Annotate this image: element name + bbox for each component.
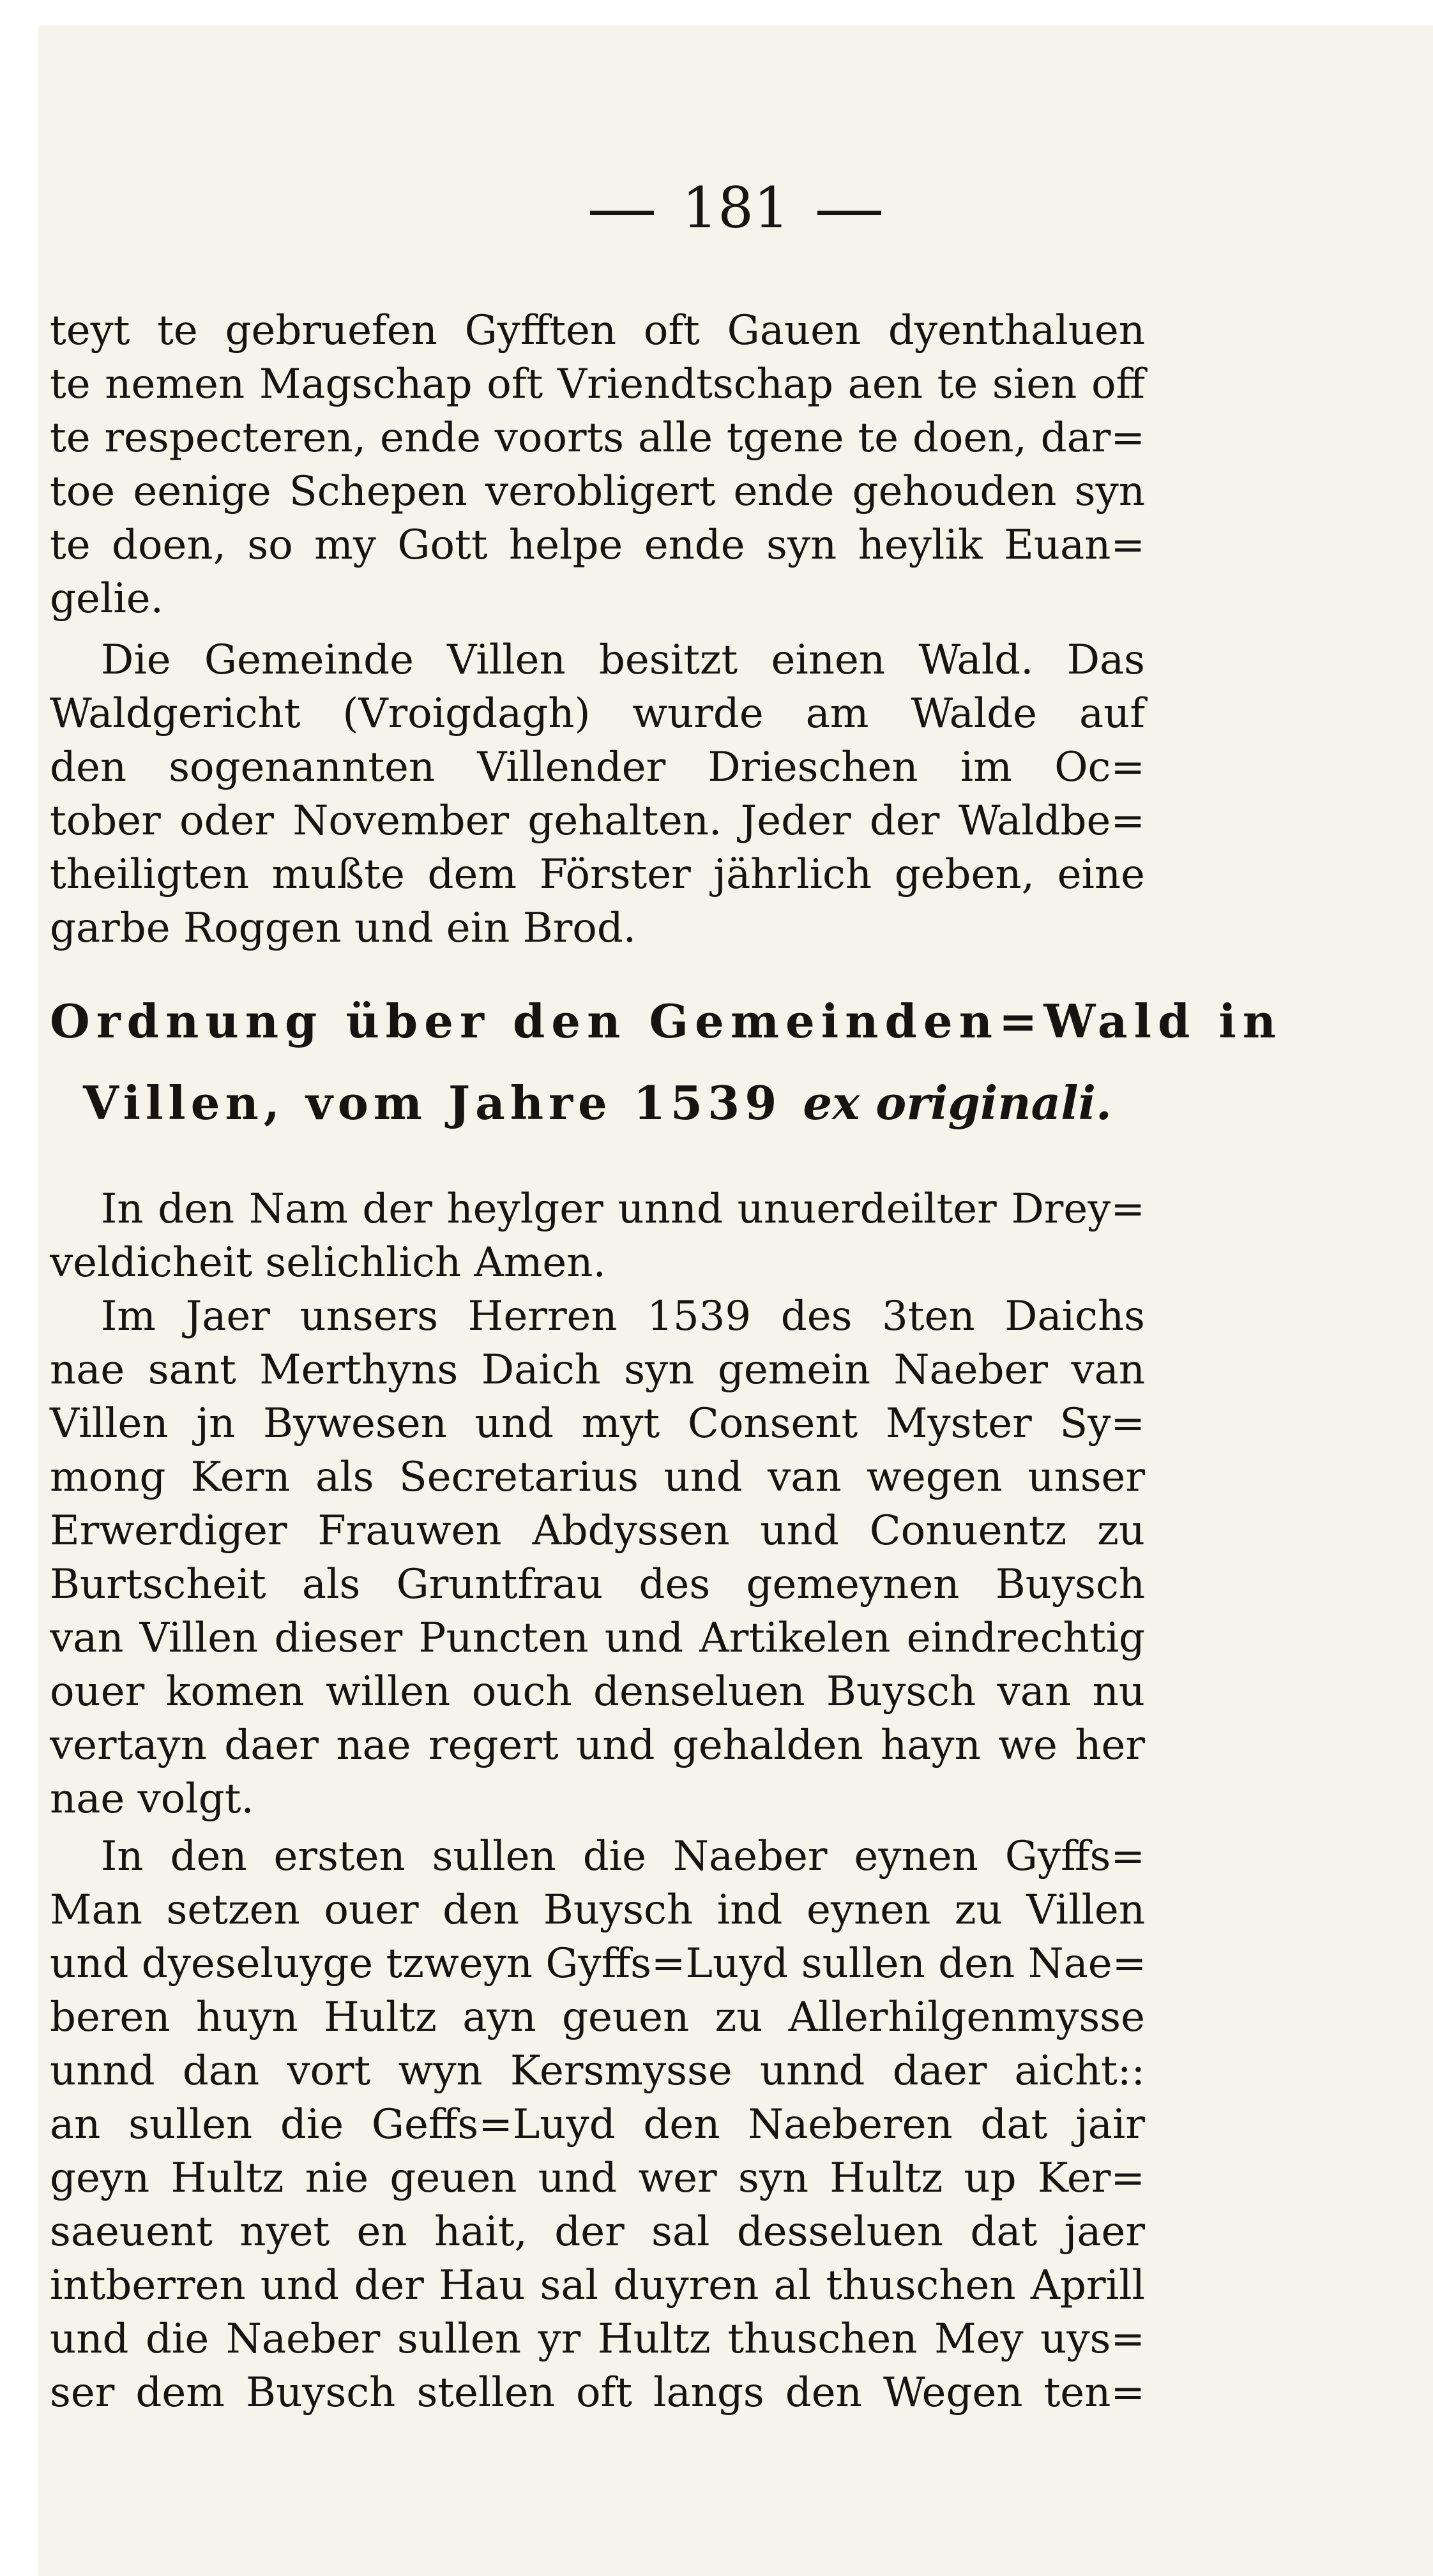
heading-line-2: [50, 1076, 1145, 1130]
text-line: unnd dan vort wyn Kersmysse unnd daer aicht::: [50, 2047, 1145, 2095]
text-line: van Villen dieser Puncten und Artikelen eindrechtig: [50, 1615, 1145, 1662]
section-heading: [50, 994, 1283, 1130]
text-line: Burtscheit als Gruntfrau des gemeynen Buysch: [50, 1561, 1145, 1608]
paragraph-forest-court: [50, 633, 1145, 955]
text-line: ser dem Buysch stellen oft langs den Wegen ten=: [50, 2369, 1145, 2416]
text-line: theiligten mußte dem Förster jährlich geben, eine: [50, 851, 1145, 898]
book-page: [38, 26, 1433, 2576]
text-line: nae volgt.: [50, 1775, 254, 1823]
text-line: nae sant Merthyns Daich syn gemein Naeber van: [50, 1346, 1145, 1394]
paragraph-first-article: [50, 1830, 1145, 2420]
text-line: vertayn daer nae regert und gehalden hayn we her: [50, 1722, 1145, 1769]
text-line: In den Nam der heylger unnd unuerdeilter Drey=: [101, 1186, 1145, 1233]
text-line: beren huyn Hultz ayn geuen zu Allerhilgenmysse: [50, 1994, 1145, 2041]
text-line: toe eenige Schepen verobligert ende gehouden syn: [50, 468, 1145, 515]
paragraph-oath-ending: [50, 304, 1145, 626]
text-line: intberren und der Hau sal duyren al thuschen Aprill: [50, 2262, 1145, 2309]
text-line: te respecteren, ende voorts alle tgene te doen, dar=: [50, 414, 1145, 462]
heading-source-note: ex originali.: [803, 1076, 1112, 1130]
text-line: und die Naeber sullen yr Hultz thuschen Mey uys=: [50, 2316, 1145, 2363]
text-line: In den ersten sullen die Naeber eynen Gyffs=: [101, 1833, 1145, 1880]
page-number: 181: [682, 175, 789, 241]
text-line: tober oder November gehalten. Jeder der Waldbe=: [50, 797, 1145, 845]
text-line: te doen, so my Gott helpe ende syn heylik Euan=: [50, 522, 1145, 569]
text-line: saeuent nyet en hait, der sal desseluen dat jaer: [50, 2208, 1145, 2256]
text-line: geyn Hultz nie geuen und wer syn Hultz up Ker=: [50, 2155, 1145, 2202]
text-line: Erwerdiger Frauwen Abdyssen und Conuentz zu: [50, 1507, 1145, 1555]
text-line: Die Gemeinde Villen besitzt einen Wald. Das: [101, 636, 1145, 684]
text-line: gelie.: [50, 575, 163, 622]
text-line: und dyeseluyge tzweyn Gyffs=Luyd sullen den Nae=: [50, 1940, 1147, 1987]
page-header: [38, 176, 1433, 240]
header-dash-right: [817, 211, 881, 215]
text-line: garbe Roggen und ein Brod.: [50, 905, 637, 952]
text-line: den sogenannten Villender Drieschen im Oc=: [50, 744, 1145, 791]
heading-line-1: Ordnung über den Gemeinden=Wald in: [50, 994, 1283, 1048]
text-line: teyt te gebruefen Gyfften oft Gauen dyenthaluen: [50, 307, 1145, 354]
text-line: Villen jn Bywesen und myt Consent Myster Sy=: [50, 1400, 1145, 1447]
heading-title: Villen, vom Jahre 1539: [83, 1076, 782, 1130]
paragraph-agreement: [50, 1290, 1145, 1826]
text-line: mong Kern als Secretarius und van wegen unser: [50, 1454, 1145, 1501]
text-line: Im Jaer unsers Herren 1539 des 3ten Daichs: [101, 1293, 1145, 1340]
text-line: Waldgericht (Vroigdagh) wurde am Walde auf: [50, 690, 1145, 737]
header-dash-left: [590, 211, 654, 215]
paragraph-invocation: [50, 1182, 1145, 1290]
text-line: an sullen die Geffs=Luyd den Naeberen dat jair: [50, 2101, 1145, 2148]
text-line: te nemen Magschap oft Vriendtschap aen te sien off: [50, 361, 1145, 408]
text-line: Man setzen ouer den Buysch ind eynen zu Villen: [50, 1887, 1145, 1934]
text-line: veldicheit selichlich Amen.: [50, 1239, 606, 1286]
text-line: ouer komen willen ouch denseluen Buysch van nu: [50, 1668, 1145, 1715]
